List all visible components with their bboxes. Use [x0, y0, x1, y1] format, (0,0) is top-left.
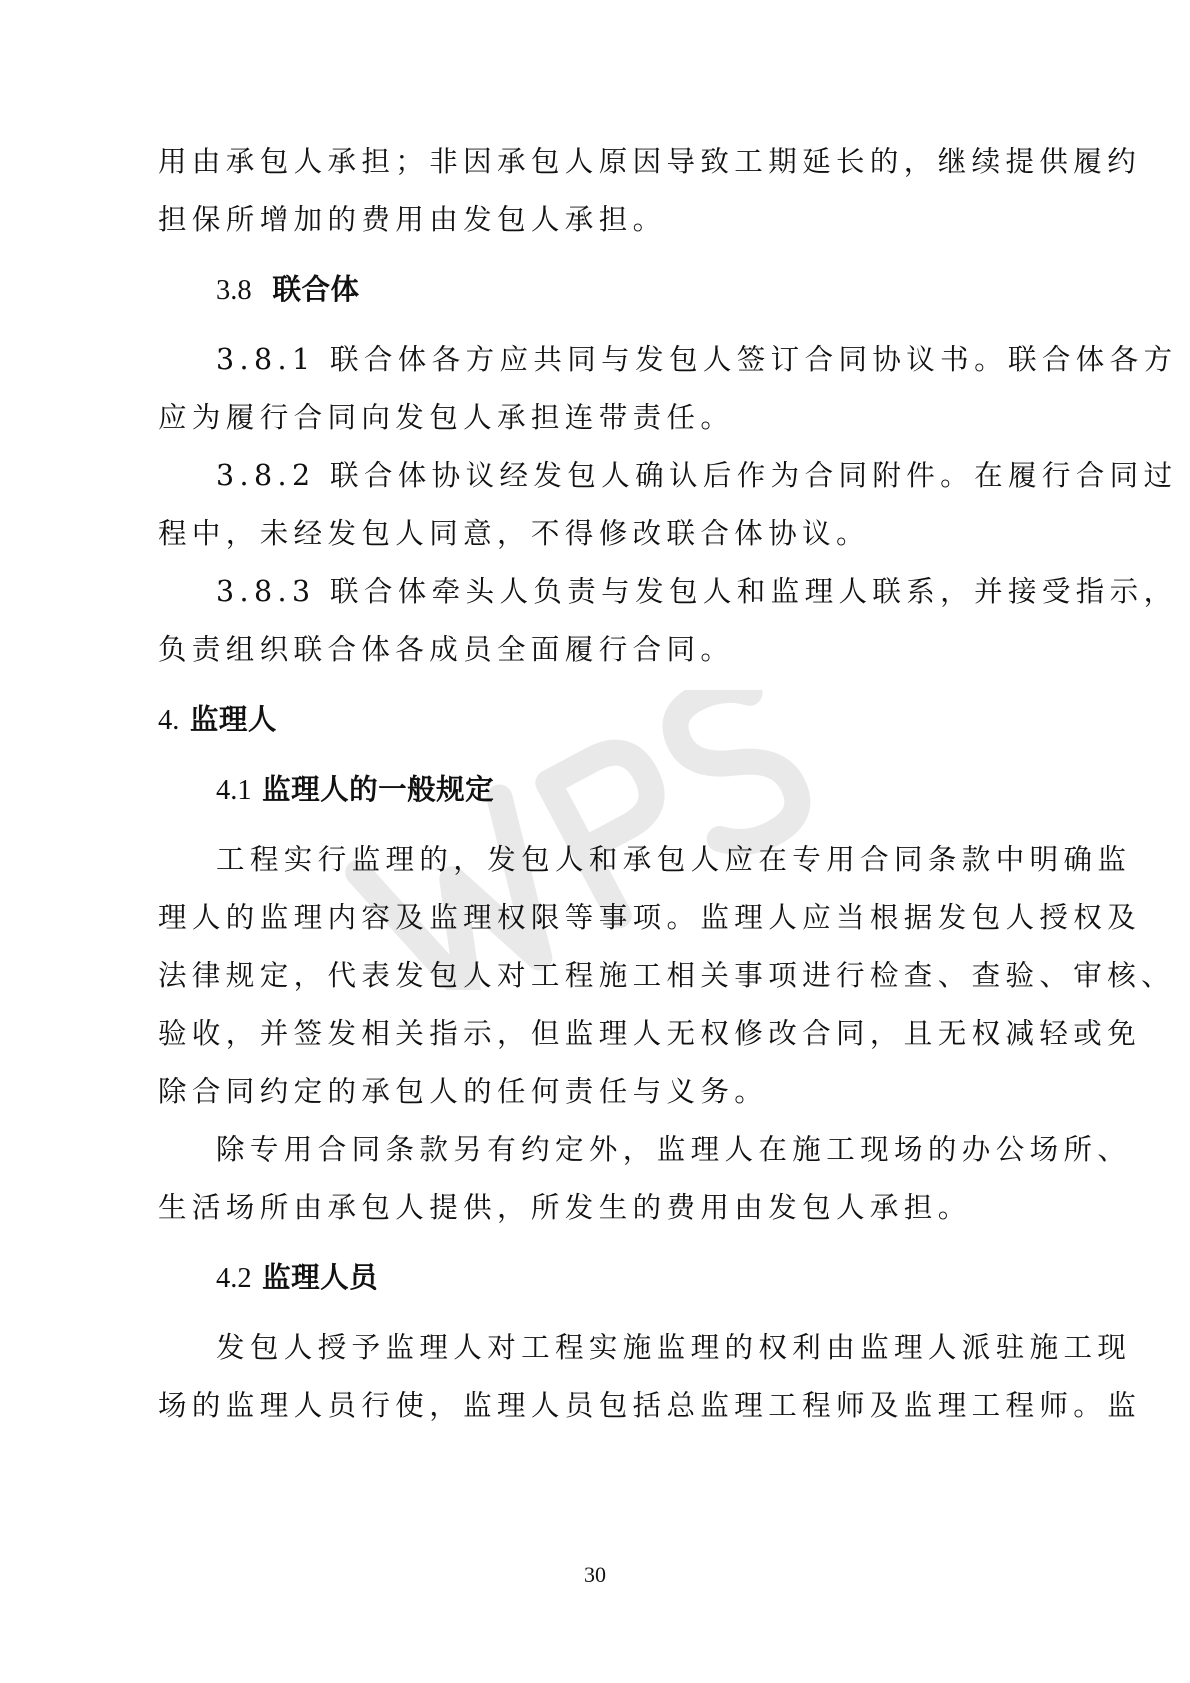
section-4-1-para-2-line-1: 除专用合同条款另有约定外，监理人在施工现场的办公场所、 — [216, 1133, 1132, 1166]
page-number: 30 — [584, 1562, 606, 1587]
section-4-2-title: 监理人员 — [262, 1261, 379, 1294]
section-4-1-para-1-line-3: 法律规定，代表发包人对工程施工相关事项进行检查、查验、审核、 — [158, 959, 1176, 992]
section-4-1-para-1-line-5: 除合同约定的承包人的任何责任与义务。 — [158, 1075, 769, 1108]
section-4-1-para-1-line-2: 理人的监理内容及监理权限等事项。监理人应当根据发包人授权及 — [158, 901, 1142, 934]
clause-3-8-1-line-2: 应为履行合同向发包人承担连带责任。 — [158, 401, 735, 434]
section-4-1-title: 监理人的一般规定 — [262, 773, 495, 806]
carry-over-line-2: 担保所增加的费用由发包人承担。 — [158, 203, 667, 236]
carry-over-line-1: 用由承包人承担；非因承包人原因导致工期延长的，继续提供履约 — [158, 145, 1142, 178]
section-4-title: 监理人 — [189, 703, 277, 736]
section-4-2-number: 4.2 — [216, 1263, 252, 1294]
section-3-8-number: 3.8 — [216, 275, 252, 306]
section-4-1-para-2-line-2: 生活场所由承包人提供，所发生的费用由发包人承担。 — [158, 1191, 972, 1224]
clause-3-8-3-line-2: 负责组织联合体各成员全面履行合同。 — [158, 633, 735, 666]
section-4-number: 4. — [158, 705, 180, 736]
section-3-8-heading — [216, 270, 1116, 311]
clause-3-8-1-line-1: 3.8.1 联合体各方应共同与发包人签订合同协议书。联合体各方 — [216, 343, 1178, 376]
section-4-2-para-1-line-1: 发包人授予监理人对工程实施监理的权利由监理人派驻施工现 — [216, 1331, 1132, 1364]
clause-3-8-2-line-2: 程中，未经发包人同意，不得修改联合体协议。 — [158, 517, 870, 550]
section-3-8-title: 联合体 — [272, 273, 360, 306]
clause-3-8-3-line-1: 3.8.3 联合体牵头人负责与发包人和监理人联系，并接受指示， — [216, 575, 1178, 608]
section-4-2-para-1-line-2: 场的监理人员行使，监理人员包括总监理工程师及监理工程师。监 — [158, 1389, 1142, 1422]
section-4-1-number: 4.1 — [216, 775, 252, 806]
section-4-2-heading — [216, 1258, 1116, 1299]
clause-3-8-2-line-1: 3.8.2 联合体协议经发包人确认后作为合同附件。在履行合同过 — [216, 459, 1178, 492]
section-4-1-heading — [216, 770, 1116, 811]
section-4-heading — [158, 700, 1058, 741]
section-4-1-para-1-line-4: 验收，并签发相关指示，但监理人无权修改合同，且无权减轻或免 — [158, 1017, 1142, 1050]
section-4-1-para-1-line-1: 工程实行监理的，发包人和承包人应在专用合同条款中明确监 — [216, 843, 1132, 876]
